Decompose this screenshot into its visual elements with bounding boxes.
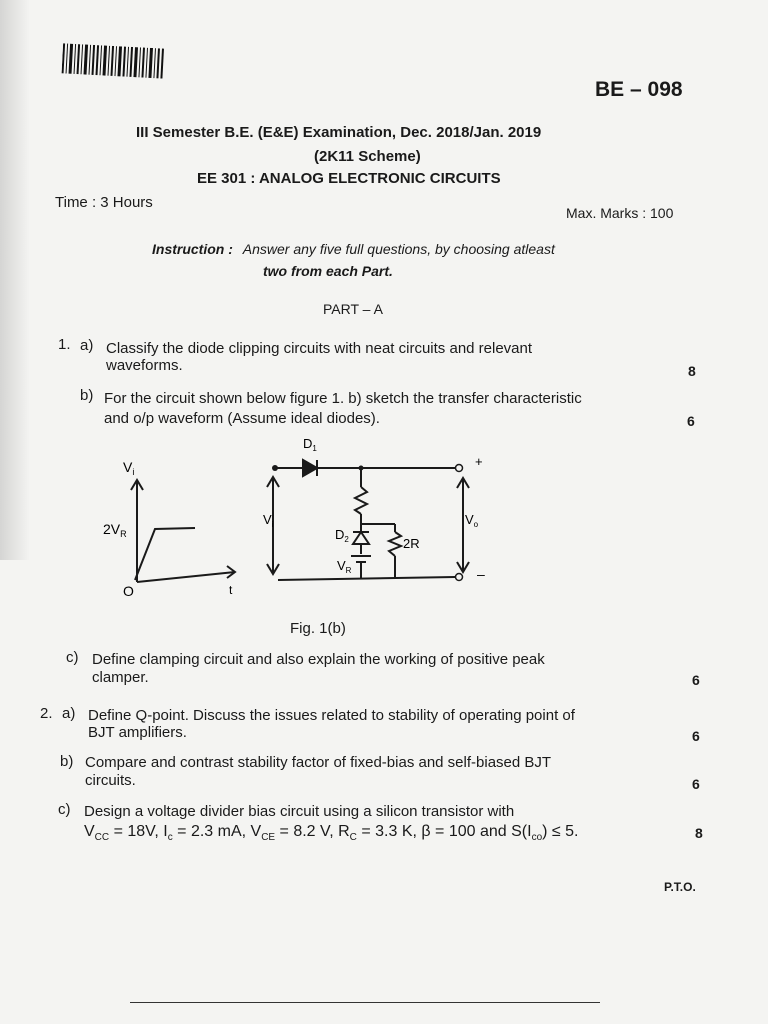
q1c-label: c): [66, 649, 79, 666]
part-heading: PART – A: [323, 301, 383, 317]
pto-label: P.T.O.: [664, 880, 696, 894]
instruction: [152, 238, 555, 282]
graph-x-axis: [137, 572, 235, 582]
q2a-label: a): [62, 705, 76, 722]
output-terminal-bottom: [456, 574, 463, 581]
d2-label: $D_2$: [335, 527, 349, 544]
q1c-text-1: Define clamping circuit and also explain the working of positive peak: [92, 651, 545, 668]
q2c-equation: $V_{CC} = 18V$, $I_c = 2.3$ mA, $V_{CE} = 8.2$ V, $R_C = 3.3$ K, β = 100 and $S(I_{co}) \le 5$.: [84, 823, 579, 844]
r2-label: 2R: [403, 536, 420, 551]
d2-diode-symbol: [353, 532, 369, 544]
paper-code: BE – 098: [595, 78, 683, 101]
junction-node: [359, 466, 364, 471]
q1a-text-2: waveforms.: [106, 357, 183, 374]
q2b-text-1: Compare and contrast stability factor of fixed-bias and self-biased BJT: [85, 754, 552, 771]
resistor-2r: [389, 532, 401, 556]
q1a-label: a): [80, 337, 94, 354]
q1c-text-2: clamper.: [92, 669, 149, 686]
resistor-r: [355, 487, 367, 514]
graph-waveform: [135, 528, 195, 580]
plus-label: +: [475, 454, 483, 469]
graph-level-label: $2V_R$: [103, 521, 127, 539]
q1c-marks: 6: [692, 672, 700, 688]
figure-caption: Fig. 1(b): [290, 620, 346, 637]
scheme: (2K11 Scheme): [314, 148, 421, 165]
instruction-line1: Answer any five full questions, by choosing atleast: [242, 241, 555, 257]
instruction-line2: two from each Part.: [263, 263, 393, 279]
q2b-marks: 6: [692, 776, 700, 792]
exam-time: Time : 3 Hours: [55, 194, 153, 211]
output-terminal-top: [456, 465, 463, 472]
graph-x-label: t: [229, 583, 233, 597]
q1-number: 1.: [58, 336, 71, 353]
vr-label: $V_R$: [337, 558, 352, 575]
instruction-label: Instruction :: [152, 241, 233, 257]
q1b-text-1: For the circuit shown below figure 1. b) sketch the transfer characteristic: [104, 390, 582, 407]
input-node-top: [272, 465, 278, 471]
subject-title: EE 301 : ANALOG ELECTRONIC CIRCUITS: [197, 170, 501, 187]
d1-label: $D_1$: [303, 436, 317, 453]
q2c-label: c): [58, 801, 71, 818]
q2b-label: b): [60, 753, 74, 770]
q1b-label: b): [80, 387, 94, 404]
q2a-text-1: Define Q-point. Discuss the issues related to stability of operating point of: [88, 707, 575, 724]
graph-origin: O: [123, 583, 134, 599]
q2c-text-1: Design a voltage divider bias circuit using a silicon transistor with: [84, 803, 515, 820]
q1a-marks: 8: [688, 363, 696, 379]
q2-number: 2.: [40, 705, 53, 722]
q1b-text-2: and o/p waveform (Assume ideal diodes).: [104, 410, 380, 427]
q1b-marks: 6: [687, 413, 695, 429]
barcode-image: [61, 43, 167, 88]
q2b-text-2: circuits.: [85, 772, 136, 789]
figure-1b: [95, 432, 515, 607]
vi-label: $V_i$: [263, 512, 274, 529]
d1-diode-symbol: [303, 460, 317, 476]
vo-label: $V_o$: [465, 512, 479, 529]
max-marks: Max. Marks : 100: [566, 205, 674, 221]
q2a-text-2: BJT amplifiers.: [88, 724, 187, 741]
q2c-marks: 8: [695, 825, 703, 841]
bottom-rule: [130, 1002, 600, 1003]
q2a-marks: 6: [692, 728, 700, 744]
minus-label: –: [477, 566, 485, 582]
exam-title: III Semester B.E. (E&E) Examination, Dec. 2018/Jan. 2019: [136, 124, 542, 141]
graph-y-label: $V_i$: [123, 459, 135, 477]
q1a-text-1: Classify the diode clipping circuits with neat circuits and relevant: [106, 340, 533, 357]
page-shadow: [0, 0, 30, 560]
